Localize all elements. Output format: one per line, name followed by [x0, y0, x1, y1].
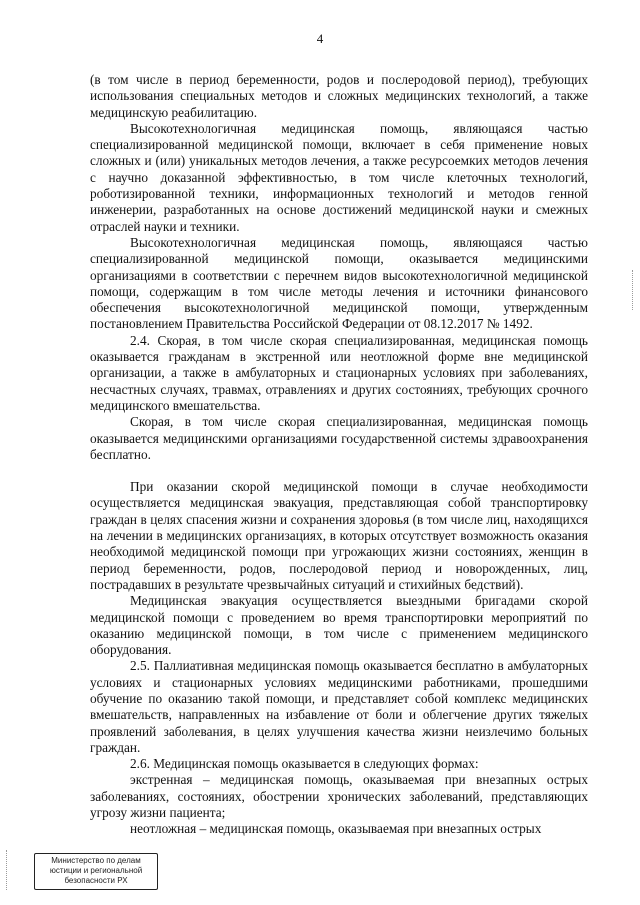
paragraph-2-6-care-forms: 2.6. Медицинская помощь оказывается в следующих формах:: [130, 756, 479, 772]
document-body: [90, 72, 588, 838]
paragraph-high-tech-care-definition: Высокотехнологичная медицинская помощь, являющаяся частью специализированной медицинской помощи, включает в себя применение новых сложных и (или) уникальных методов лечения, а также ресурсоемких методов лечения с научно доказанной эффективностью, в том числе клеточных технологий, роботизированной техники, информационных технологий и методов генной инженерии, разработанных на основе достижений медицинской науки и смежных отраслей науки и техники.: [90, 120, 588, 234]
paragraph-evacuation-teams: Медицинская эвакуация осуществляется выездными бригадами скорой медицинской помощи с проведением во время транспортировки мероприятий по оказанию медицинской помощи, в том числе с применением медицинского оборудования.: [90, 593, 588, 658]
stamp-line: Министерство по делам: [51, 856, 141, 865]
stamp-line: безопасности РХ: [64, 876, 128, 885]
page-number: 4: [316, 31, 324, 46]
paragraph-continuation: (в том числе в период беременности, родов и послеродовой период), требующих использования специальных методов и сложных медицинских технологий, а также медицинскую реабилитацию.: [90, 72, 588, 120]
scan-margin-marks: [632, 270, 635, 310]
scan-margin-marks: [6, 850, 9, 890]
paragraph-urgent-form: неотложная – медицинская помощь, оказываемая при внезапных острых: [130, 821, 542, 837]
paragraph-high-tech-care-providers: Высокотехнологичная медицинская помощь, являющаяся частью специализированной медицинской помощи, оказывается медицинскими организациями в соответствии с перечнем видов высокотехнологичной медицинской помощи, содержащим в том числе методы лечения и источники финансового обеспечения высокотехнологичной медицинской помощи, утвержденным постановлением Правительства Российской Федерации от 08.12.2017 № 1492.: [90, 234, 588, 332]
paragraph-emergency-form: экстренная – медицинская помощь, оказываемая при внезапных острых заболеваниях, состояниях, обострении хронических заболеваний, представляющих угрозу жизни пациента;: [90, 772, 588, 821]
stamp-line: юстиции и региональной: [49, 866, 143, 875]
paragraph-medical-evacuation: При оказании скорой медицинской помощи в случае необходимости осуществляется медицинская эвакуация, представляющая собой транспортировку граждан в целях спасения жизни и сохранения здоровья (в том числе лиц, находящихся на лечении в медицинских организациях, в которых отсутствует возможность оказания необходимой медицинской помощи при угрожающих жизни состояниях, женщин в период беременности, родов, послеродовой период и новорожденных, лиц, пострадавших в результате чрезвычайных ситуаций и стихийных бедствий).: [90, 479, 588, 592]
paragraph-emergency-care-free: Скорая, в том числе скорая специализированная, медицинская помощь оказывается медицинскими организациями государственной системы здравоохранения бесплатно.: [90, 414, 588, 462]
paragraph-2-5-palliative-care: 2.5. Паллиативная медицинская помощь оказывается бесплатно в амбулаторных условиях и стационарных условиях медицинскими работниками, прошедшими обучение по оказанию такой помощи, и представляет собой комплекс медицинских вмешательств, направленных на избавление от боли и облегчение других тяжелых проявлений заболевания, в целях улучшения качества жизни неизлечимо больных граждан.: [90, 658, 588, 755]
paragraph-2-4-emergency-care: 2.4. Скорая, в том числе скорая специализированная, медицинская помощь оказывается гражданам в экстренной или неотложной форме вне медицинской организации, а также в амбулаторных и стационарных условиях при заболеваниях, несчастных случаях, травмах, отравлениях и других состояниях, требующих срочного медицинского вмешательства.: [90, 332, 588, 413]
ministry-stamp: [34, 853, 158, 890]
